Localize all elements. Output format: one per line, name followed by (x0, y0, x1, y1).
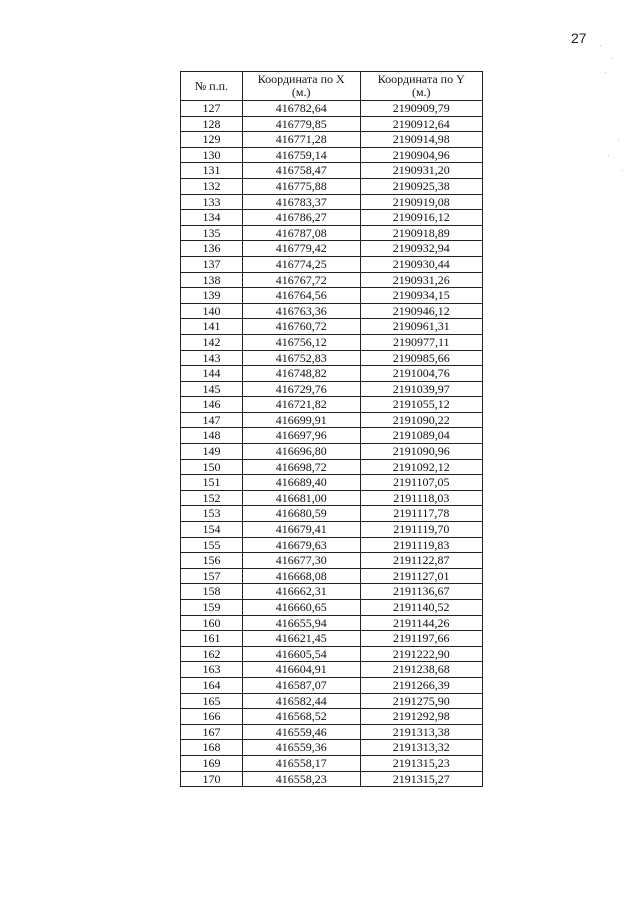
cell-x: 416729,76 (242, 381, 360, 397)
cell-x: 416779,85 (242, 116, 360, 132)
table-row (181, 272, 483, 288)
table-row (181, 677, 483, 693)
cell-x: 416568,52 (242, 709, 360, 725)
cell-y: 2190946,12 (360, 303, 482, 319)
cell-x: 416748,82 (242, 366, 360, 382)
table-row (181, 724, 483, 740)
cell-y: 2190909,79 (360, 101, 482, 117)
cell-number: 169 (181, 755, 243, 771)
cell-number: 133 (181, 194, 243, 210)
table-row (181, 444, 483, 460)
cell-x: 416698,72 (242, 459, 360, 475)
cell-x: 416771,28 (242, 132, 360, 148)
scan-speck (605, 72, 606, 73)
cell-number: 143 (181, 350, 243, 366)
cell-number: 136 (181, 241, 243, 257)
cell-y: 2191004,76 (360, 366, 482, 382)
scan-speck (618, 140, 619, 141)
cell-number: 127 (181, 101, 243, 117)
scan-speck (622, 170, 623, 171)
table-header (181, 72, 483, 101)
cell-x: 416582,44 (242, 693, 360, 709)
cell-y: 2190930,44 (360, 256, 482, 272)
cell-y: 2190931,20 (360, 163, 482, 179)
cell-x: 416660,65 (242, 600, 360, 616)
cell-x: 416679,63 (242, 537, 360, 553)
cell-y: 2191197,66 (360, 631, 482, 647)
table-row (181, 303, 483, 319)
cell-x: 416621,45 (242, 631, 360, 647)
cell-y: 2191266,39 (360, 677, 482, 693)
table-row (181, 116, 483, 132)
scan-speck (600, 45, 601, 46)
header-x-line1: Координата по X (257, 72, 345, 86)
cell-y: 2190912,64 (360, 116, 482, 132)
cell-x: 416767,72 (242, 272, 360, 288)
cell-x: 416699,91 (242, 412, 360, 428)
table-row (181, 225, 483, 241)
header-y (360, 72, 482, 101)
cell-y: 2191119,70 (360, 522, 482, 538)
cell-y: 2191118,03 (360, 490, 482, 506)
cell-number: 144 (181, 366, 243, 382)
cell-number: 138 (181, 272, 243, 288)
cell-x: 416605,54 (242, 646, 360, 662)
table-row (181, 755, 483, 771)
table-row (181, 178, 483, 194)
table-row (181, 506, 483, 522)
table-row (181, 256, 483, 272)
cell-number: 154 (181, 522, 243, 538)
table-row (181, 241, 483, 257)
cell-number: 140 (181, 303, 243, 319)
cell-y: 2191055,12 (360, 397, 482, 413)
cell-number: 145 (181, 381, 243, 397)
cell-y: 2191313,32 (360, 740, 482, 756)
cell-number: 170 (181, 771, 243, 787)
page-number: 27 (571, 30, 587, 46)
table-row (181, 101, 483, 117)
table-row (181, 319, 483, 335)
table-row (181, 553, 483, 569)
cell-x: 416752,83 (242, 350, 360, 366)
cell-x: 416680,59 (242, 506, 360, 522)
cell-y: 2191039,97 (360, 381, 482, 397)
scan-speck (608, 155, 609, 156)
cell-x: 416760,72 (242, 319, 360, 335)
header-y-line1: Координата по Y (377, 72, 465, 86)
cell-y: 2191136,67 (360, 584, 482, 600)
cell-number: 147 (181, 412, 243, 428)
cell-x: 416662,31 (242, 584, 360, 600)
cell-y: 2190904,96 (360, 147, 482, 163)
table-row (181, 631, 483, 647)
cell-x: 416679,41 (242, 522, 360, 538)
cell-y: 2190914,98 (360, 132, 482, 148)
table-row (181, 740, 483, 756)
cell-number: 157 (181, 568, 243, 584)
table-row (181, 522, 483, 538)
cell-x: 416559,36 (242, 740, 360, 756)
cell-y: 2191089,04 (360, 428, 482, 444)
cell-number: 128 (181, 116, 243, 132)
cell-number: 132 (181, 178, 243, 194)
table-row (181, 709, 483, 725)
cell-x: 416587,07 (242, 677, 360, 693)
table-row (181, 475, 483, 491)
cell-y: 2191275,90 (360, 693, 482, 709)
cell-number: 161 (181, 631, 243, 647)
table-row (181, 381, 483, 397)
table-body (181, 101, 483, 787)
table-row (181, 397, 483, 413)
table-row (181, 194, 483, 210)
cell-number: 162 (181, 646, 243, 662)
cell-y: 2191092,12 (360, 459, 482, 475)
cell-x: 416677,30 (242, 553, 360, 569)
cell-number: 141 (181, 319, 243, 335)
coordinates-table (180, 71, 483, 787)
cell-number: 159 (181, 600, 243, 616)
table-row (181, 350, 483, 366)
cell-x: 416681,00 (242, 490, 360, 506)
cell-number: 142 (181, 334, 243, 350)
cell-y: 2190977,11 (360, 334, 482, 350)
cell-number: 164 (181, 677, 243, 693)
table-row (181, 537, 483, 553)
cell-y: 2191107,05 (360, 475, 482, 491)
cell-x: 416779,42 (242, 241, 360, 257)
cell-x: 416782,64 (242, 101, 360, 117)
cell-number: 150 (181, 459, 243, 475)
cell-x: 416655,94 (242, 615, 360, 631)
cell-number: 155 (181, 537, 243, 553)
cell-number: 167 (181, 724, 243, 740)
cell-x: 416604,91 (242, 662, 360, 678)
header-x-line2: (м.) (291, 85, 311, 99)
table-row (181, 771, 483, 787)
cell-x: 416764,56 (242, 288, 360, 304)
cell-y: 2190932,94 (360, 241, 482, 257)
cell-y: 2191222,90 (360, 646, 482, 662)
cell-y: 2190961,31 (360, 319, 482, 335)
cell-x: 416763,36 (242, 303, 360, 319)
table-row (181, 163, 483, 179)
table-row (181, 568, 483, 584)
cell-y: 2191315,23 (360, 755, 482, 771)
cell-number: 158 (181, 584, 243, 600)
cell-y: 2191313,38 (360, 724, 482, 740)
cell-number: 153 (181, 506, 243, 522)
cell-x: 416774,25 (242, 256, 360, 272)
cell-number: 129 (181, 132, 243, 148)
table-row (181, 615, 483, 631)
cell-x: 416787,08 (242, 225, 360, 241)
cell-y: 2191238,68 (360, 662, 482, 678)
cell-x: 416668,08 (242, 568, 360, 584)
cell-y: 2191315,27 (360, 771, 482, 787)
cell-x: 416696,80 (242, 444, 360, 460)
table-row (181, 334, 483, 350)
table-row (181, 210, 483, 226)
cell-x: 416689,40 (242, 475, 360, 491)
cell-number: 163 (181, 662, 243, 678)
table-row (181, 412, 483, 428)
header-x (242, 72, 360, 101)
cell-number: 149 (181, 444, 243, 460)
cell-y: 2190916,12 (360, 210, 482, 226)
cell-y: 2191292,98 (360, 709, 482, 725)
header-row (181, 72, 483, 101)
cell-y: 2190919,08 (360, 194, 482, 210)
cell-x: 416758,47 (242, 163, 360, 179)
table-row (181, 428, 483, 444)
cell-x: 416759,14 (242, 147, 360, 163)
cell-y: 2191090,22 (360, 412, 482, 428)
cell-y: 2191090,96 (360, 444, 482, 460)
table-row (181, 459, 483, 475)
cell-number: 160 (181, 615, 243, 631)
cell-y: 2190934,15 (360, 288, 482, 304)
cell-y: 2191140,52 (360, 600, 482, 616)
table-row (181, 584, 483, 600)
cell-number: 168 (181, 740, 243, 756)
cell-number: 156 (181, 553, 243, 569)
cell-y: 2190985,66 (360, 350, 482, 366)
table-row (181, 600, 483, 616)
cell-number: 146 (181, 397, 243, 413)
cell-number: 137 (181, 256, 243, 272)
cell-number: 130 (181, 147, 243, 163)
cell-x: 416721,82 (242, 397, 360, 413)
cell-x: 416786,27 (242, 210, 360, 226)
cell-number: 139 (181, 288, 243, 304)
cell-number: 151 (181, 475, 243, 491)
cell-x: 416697,96 (242, 428, 360, 444)
cell-y: 2191144,26 (360, 615, 482, 631)
cell-y: 2191127,01 (360, 568, 482, 584)
cell-x: 416558,17 (242, 755, 360, 771)
cell-x: 416783,37 (242, 194, 360, 210)
cell-x: 416775,88 (242, 178, 360, 194)
cell-number: 166 (181, 709, 243, 725)
table-row (181, 662, 483, 678)
cell-x: 416559,46 (242, 724, 360, 740)
table-row (181, 366, 483, 382)
cell-x: 416558,23 (242, 771, 360, 787)
table-row (181, 147, 483, 163)
cell-number: 131 (181, 163, 243, 179)
header-number-label: № п.п. (194, 78, 229, 93)
cell-y: 2191119,83 (360, 537, 482, 553)
cell-y: 2191117,78 (360, 506, 482, 522)
scan-speck (612, 58, 613, 59)
cell-y: 2190931,26 (360, 272, 482, 288)
table-row (181, 132, 483, 148)
cell-x: 416756,12 (242, 334, 360, 350)
table-row (181, 288, 483, 304)
table-row (181, 490, 483, 506)
header-number (181, 72, 243, 101)
cell-number: 152 (181, 490, 243, 506)
cell-y: 2190918,89 (360, 225, 482, 241)
cell-number: 134 (181, 210, 243, 226)
cell-number: 135 (181, 225, 243, 241)
cell-y: 2191122,87 (360, 553, 482, 569)
cell-number: 165 (181, 693, 243, 709)
table-row (181, 646, 483, 662)
table-row (181, 693, 483, 709)
header-y-line2: (м.) (411, 85, 431, 99)
cell-y: 2190925,38 (360, 178, 482, 194)
cell-number: 148 (181, 428, 243, 444)
